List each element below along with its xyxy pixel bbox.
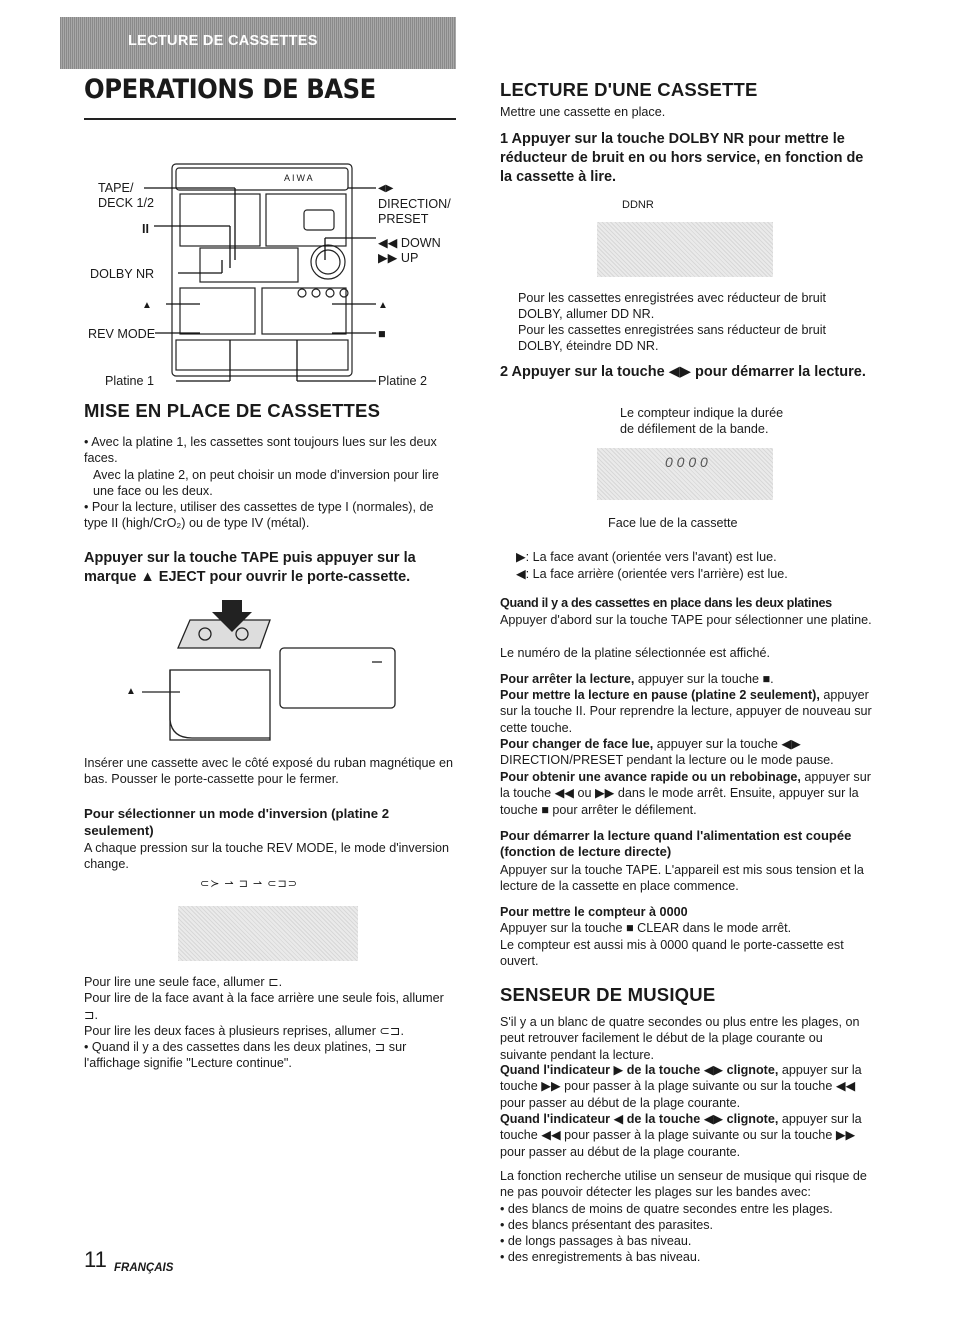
display-counter: [597, 448, 773, 500]
pause-instruction: [500, 687, 872, 736]
two-decks-heading: Quand il y a des cassettes en place dans les deux platines: [500, 596, 832, 610]
inversion-text: A chaque pression sur la touche REV MODE, le mode d'inversion change.: [84, 841, 450, 872]
limit-low-passages: • de longs passages à bas niveau.: [500, 1234, 692, 1249]
stop-text: appuyer sur la touche ■.: [634, 672, 774, 686]
pause-icon: II: [142, 222, 149, 236]
cassette-drawing: [120, 600, 410, 750]
label-dolby: DOLBY NR: [90, 267, 155, 281]
page-title: OPERATIONS DE BASE: [84, 74, 376, 105]
display-reverse: [178, 906, 358, 961]
senseur-limits: [500, 1168, 872, 1266]
eject-icon: ▲: [142, 300, 152, 311]
footer-language: FRANÇAIS: [114, 1262, 174, 1274]
dolby-with: Pour les cassettes enregistrées avec réducteur de bruit DOLBY, allumer DD NR.: [518, 291, 827, 322]
limit-short-blanks: • des blancs de moins de quatre secondes entre les plages.: [500, 1201, 833, 1216]
label-down: ◀◀ DOWN: [378, 236, 441, 250]
reverse-modes: [84, 974, 456, 1072]
direct-text: Appuyer sur la touche TAPE. L'appareil est mis sous tension et la lecture de la cassette en place commence.: [500, 863, 864, 894]
mode-continuous: • Quand il y a des cassettes dans les deux platines, ⊐ sur l'affichage signifie "Lecture continue".: [84, 1040, 407, 1071]
display-brand: AIWA: [284, 173, 315, 183]
lecture-intro: Mettre une cassette en place.: [500, 105, 666, 119]
senseur-reverse-text: appuyer sur la touche ◀◀ pour passer à la plage suivante ou sur la touche ▶▶ pour passer au début de la plage courante.: [500, 1112, 862, 1159]
stereo-diagram: [80, 150, 460, 395]
counter-note: Le compteur indique la durée de défilement de la bande.: [620, 406, 784, 437]
face-label: Face lue de la cassette: [608, 516, 738, 530]
ff-instruction: [500, 769, 872, 818]
stop-instruction: [500, 671, 872, 687]
bullet-platine2: Avec la platine 2, on peut choisir un mode d'inversion pour lire une face ou les deux.: [93, 467, 439, 498]
label-deck: DECK 1/2: [98, 196, 154, 210]
dolby-without: Pour les cassettes enregistrées sans réducteur de bruit DOLBY, éteindre DD NR.: [518, 323, 827, 354]
banner-text: LECTURE DE CASSETTES: [128, 33, 318, 49]
reset-text2: Le compteur est aussi mis à 0000 quand le porte-cassette est ouvert.: [500, 938, 844, 969]
senseur-reverse-label: Quand l'indicateur ◀ de la touche ◀▶ clignote,: [500, 1112, 779, 1126]
play-icon: ◀▶: [378, 183, 394, 194]
mode-repeat: Pour lire les deux faces à plusieurs reprises, allumer ⊂⊐.: [84, 1023, 404, 1038]
senseur-forward-text: appuyer sur la touche ▶▶ pour passer à la plage suivante ou sur la touche ◀◀ pour passer au début de la plage courante.: [500, 1063, 862, 1110]
senseur-intro: S'il y a un blanc de quatre secondes ou plus entre les plages, on peut retrouver facilement le début de la plage courante ou suivante pendant la lecture.: [500, 1015, 860, 1062]
label-platine1: Platine 1: [105, 374, 155, 388]
heading-mise: MISE EN PLACE DE CASSETTES: [84, 400, 381, 421]
mise-bullets: [84, 434, 456, 532]
page-number: 11: [84, 1247, 107, 1272]
face-change-text: appuyer sur la touche ◀▶ DIRECTION/PRESET pendant la lecture ou le mode pause.: [500, 737, 834, 768]
ff-label: Pour obtenir une avance rapide ou un rebobinage,: [500, 770, 801, 784]
dnr-label: DDNR: [622, 199, 654, 211]
step-1: 1 Appuyer sur la touche DOLBY NR pour mettre le réducteur de bruit en ou hors service, en fonction de la cassette à lire.: [500, 131, 864, 185]
label-up: ▶▶ UP: [378, 251, 419, 265]
face-reverse: ◀: La face arrière (orientée vers l'arrière) est lue.: [516, 567, 788, 581]
insert-text: Insérer une cassette avec le côté exposé du ruban magnétique en bas. Pousser le porte-cassette pour le fermer.: [84, 756, 453, 787]
direct-heading: Pour démarrer la lecture quand l'alimentation est coupée (fonction de lecture directe): [500, 828, 852, 860]
inversion-heading: Pour sélectionner un mode d'inversion (platine 2 seulement): [84, 806, 390, 838]
step-2: 2 Appuyer sur la touche ◀▶ pour démarrer la lecture.: [500, 364, 866, 380]
reset-heading: Pour mettre le compteur à 0000: [500, 905, 688, 919]
heading-lecture: LECTURE D'UNE CASSETTE: [500, 79, 758, 100]
instruction-eject: Appuyer sur la touche TAPE puis appuyer sur la marque ▲ EJECT pour ouvrir le porte-cassette.: [84, 550, 416, 585]
label-preset: PRESET: [378, 212, 429, 226]
two-decks-text: Appuyer d'abord sur la touche TAPE pour sélectionner une platine.: [500, 613, 872, 627]
limit-low-recording: • des enregistrements à bas niveau.: [500, 1250, 701, 1265]
senseur-reverse: [500, 1111, 872, 1160]
senseur-forward-label: Quand l'indicateur ▶ de la touche ◀▶ clignote,: [500, 1063, 779, 1077]
cassette-svg: [120, 600, 410, 750]
stop-icon: ■: [378, 327, 386, 341]
section-banner: [60, 17, 456, 69]
stop-label: Pour arrêter la lecture,: [500, 672, 635, 686]
eject-right-icon: ▲: [378, 300, 388, 311]
limit-noise: • des blancs présentant des parasites.: [500, 1217, 714, 1232]
pause-label: Pour mettre la lecture en pause (platine 2 seulement),: [500, 688, 820, 702]
bullet-type: • Pour la lecture, utiliser des cassettes de type I (normales), de type II (high/CrO₂) ou de type IV (métal).: [84, 500, 434, 531]
senseur-forward: [500, 1062, 872, 1111]
two-decks-text2: Le numéro de la platine sélectionnée est affiché.: [500, 646, 771, 660]
bullet-platine1: • Avec la platine 1, les cassettes sont toujours lues sur les deux faces.: [84, 435, 437, 466]
title-rule: [84, 118, 456, 120]
reverse-sequence: ⊂≻ ⇀ ⊐ ⇀ ⊂⊐⊃: [200, 878, 298, 890]
face-change-label: Pour changer de face lue,: [500, 737, 654, 751]
label-direction: DIRECTION/: [378, 197, 451, 211]
mode-once: Pour lire de la face avant à la face arrière une seule fois, allumer ⊐.: [84, 991, 444, 1022]
mode-one-side: Pour lire une seule face, allumer ⊏.: [84, 975, 283, 989]
counter-digits: 0 0 0 0: [665, 454, 708, 470]
label-platine2: Platine 2: [378, 374, 428, 388]
pause-text: appuyer sur la touche II. Pour reprendre la lecture, appuyer de nouveau sur cette touche.: [500, 688, 872, 735]
face-forward: ▶: La face avant (orientée vers l'avant) est lue.: [516, 550, 777, 564]
display-dnr: [597, 222, 773, 277]
heading-senseur: SENSEUR DE MUSIQUE: [500, 984, 716, 1005]
eject-mark-icon: ▲: [126, 686, 136, 697]
senseur-limit-intro: La fonction recherche utilise un senseur de musique qui risque de ne pas pouvoir détecter les plages sur les bandes avec:: [500, 1169, 867, 1200]
face-instruction: [500, 736, 872, 769]
label-rev-mode: REV MODE: [88, 327, 156, 341]
reset-text: Appuyer sur la touche ■ CLEAR dans le mode arrêt.: [500, 921, 792, 935]
label-tape: TAPE/: [98, 181, 134, 195]
ff-text: appuyer sur la touche ◀◀ ou ▶▶ dans le mode arrêt. Ensuite, appuyer sur la touche ■ pour arrêter le défilement.: [500, 770, 871, 817]
